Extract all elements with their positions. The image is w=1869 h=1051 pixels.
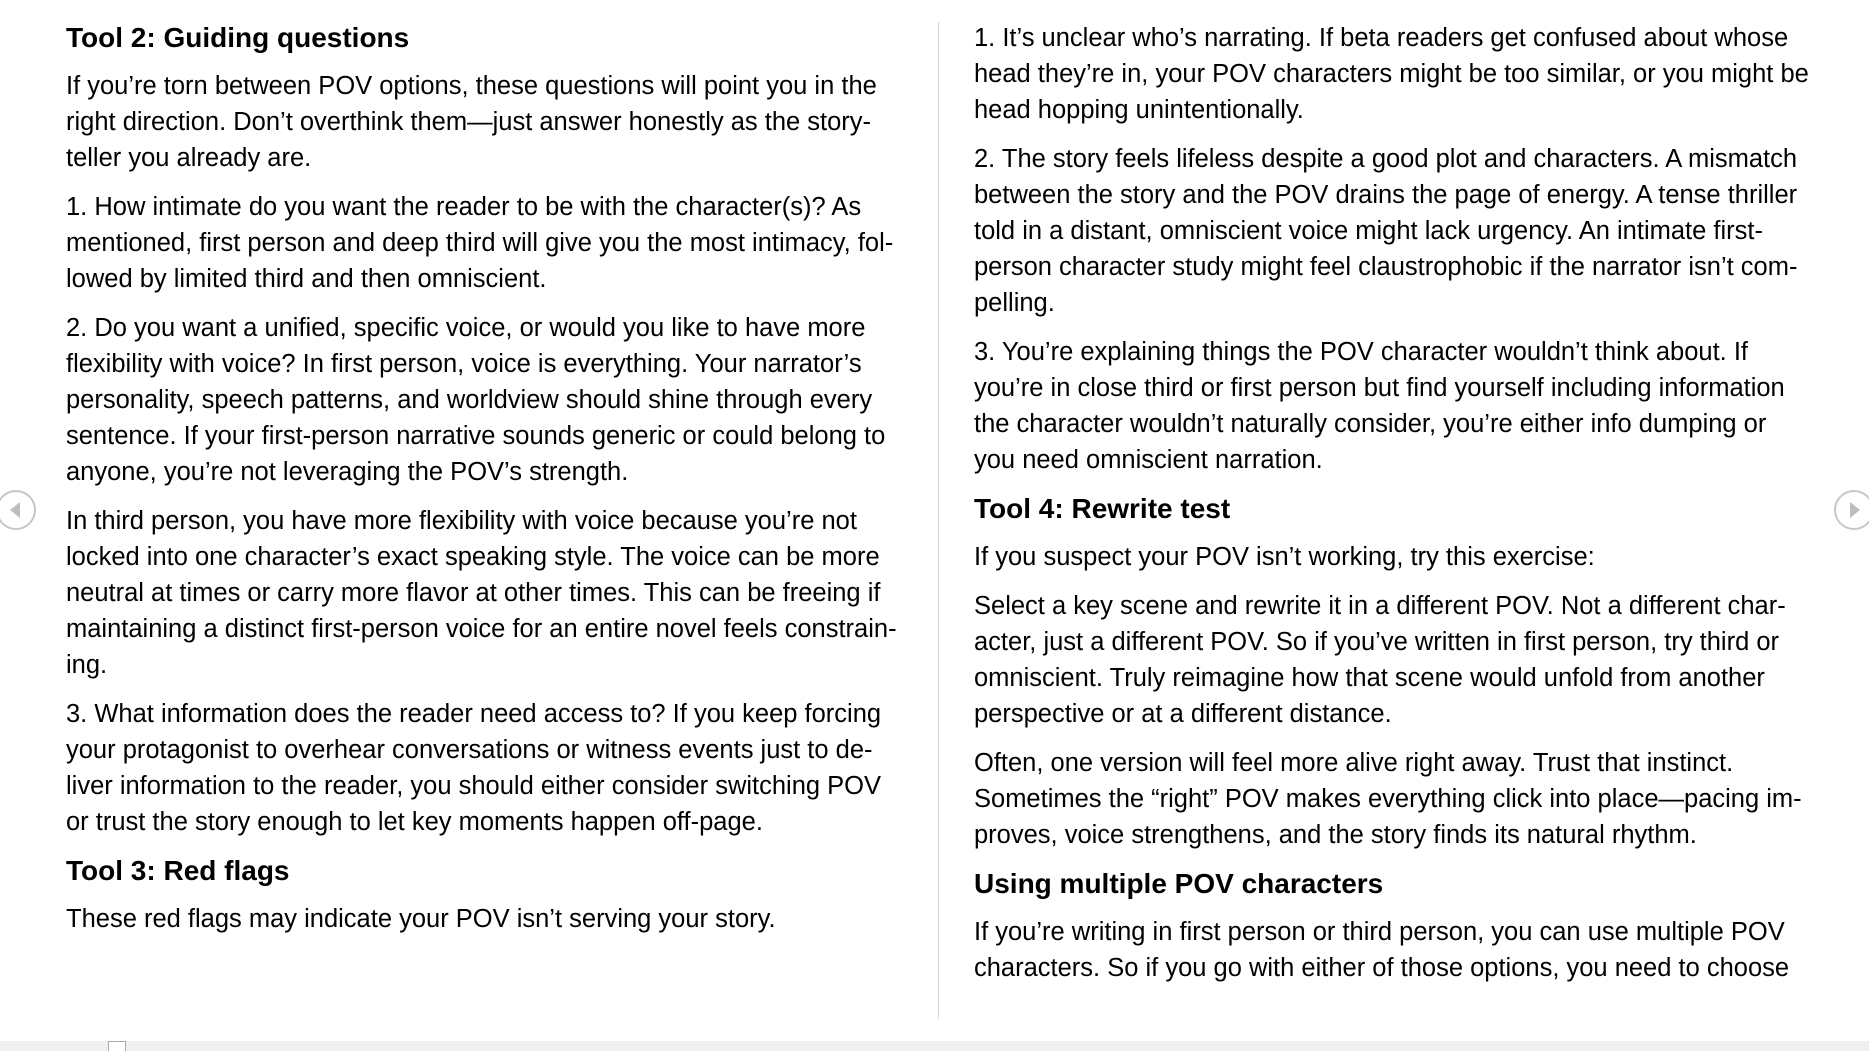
tool3-heading: Tool 3: Red flags	[66, 855, 290, 886]
tool2-heading: Tool 2: Guiding questions	[66, 22, 410, 53]
right-column	[974, 20, 1814, 999]
tool4-intro: If you suspect your POV isn’t working, try this exercise:	[974, 543, 1595, 571]
next-page-button[interactable]	[1834, 490, 1869, 530]
tool2-question-1: 1. How intimate do you want the reader to be with the character(s)? As mentioned, first person and deep third will give you the most intimacy, fol-lowed by limited third and then omniscient.	[66, 193, 894, 293]
tool4-outcome: Often, one version will feel more alive right away. Trust that instinct. Sometimes the “right” POV makes everything click into place—pacing im-proves, voice strengthens, and the story finds its natural rhythm.	[974, 749, 1802, 849]
chevron-right-icon	[1836, 492, 1869, 528]
tool2-question-3: 3. What information does the reader need access to? If you keep forcing your protagonist to overhear conversations or witness events just to de-liver information to the reader, you should either consider switching POV or trust the story enough to let key moments happen off-page.	[66, 700, 882, 836]
tool2-question-2-continued: In third person, you have more flexibility with voice because you’re not locked into one character’s exact speaking style. The voice can be more neutral at times or carry more flavor at other times. This can be freeing if maintaining a distinct first-person voice for an entire novel feels constrain-ing.	[66, 507, 897, 679]
left-column	[66, 20, 906, 950]
red-flag-3: 3. You’re explaining things the POV character wouldn’t think about. If you’re in close third or first person but find yourself including information the character wouldn’t naturally consider, you’re either info dumping or you need omniscient narration.	[974, 338, 1785, 474]
column-divider	[938, 22, 939, 1019]
previous-page-button[interactable]	[0, 490, 36, 530]
tool4-exercise: Select a key scene and rewrite it in a different POV. Not a different char-acter, just a different POV. So if you’ve written in first person, try third or omniscient. Truly reimagine how that scene would unfold from another perspective or at a different distance.	[974, 592, 1786, 728]
tool2-paragraph: If you’re torn between POV options, these questions will point you in the right direction. Don’t overthink them—just answer honestly as the story-teller you already are.	[66, 72, 877, 172]
tool4-heading: Tool 4: Rewrite test	[974, 493, 1231, 524]
multiple-pov-heading: Using multiple POV characters	[974, 868, 1384, 899]
tool2-question-2: 2. Do you want a unified, specific voice, or would you like to have more flexibility with voice? In first person, voice is everything. Your narrator’s personality, speech patterns, and worldview should shine through every sentence. If your first-person narrative sounds generic or could belong to anyone, you’re not leveraging the POV’s strength.	[66, 314, 886, 486]
red-flag-2: 2. The story feels lifeless despite a good plot and characters. A mismatch between the story and the POV drains the page of energy. A tense thriller told in a distant, omniscient voice might lack urgency. An intimate first-person character study might feel claustrophobic if the narrator isn’t com-pelling.	[974, 145, 1798, 317]
multiple-pov-paragraph: If you’re writing in first person or third person, you can use multiple POV characters. So if you go with either of those options, you need to choose	[974, 918, 1790, 982]
bottom-scroll-bar[interactable]	[0, 1041, 1869, 1051]
tool3-intro: These red flags may indicate your POV isn’t serving your story.	[66, 905, 776, 933]
page-thumbnail-marker[interactable]	[108, 1041, 126, 1051]
red-flag-1: 1. It’s unclear who’s narrating. If beta readers get confused about whose head they’re in, your POV characters might be too similar, or you might be head hopping unintentionally.	[974, 24, 1809, 124]
chevron-left-icon	[0, 492, 34, 528]
